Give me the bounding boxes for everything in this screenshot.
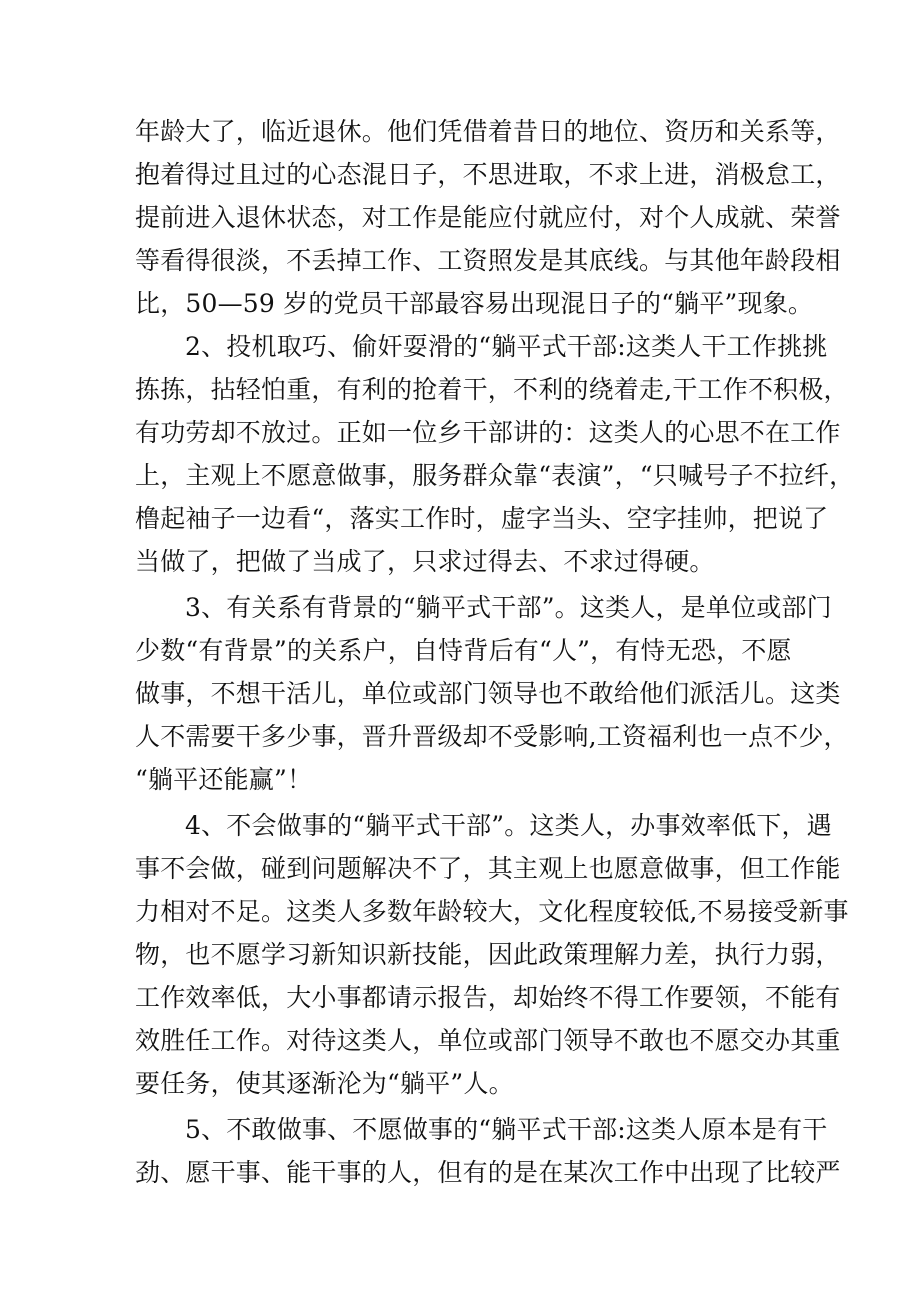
text-line: 橹起袖子一边看“，落实工作时，虚字当头、空字挂帅，把说了 bbox=[135, 504, 829, 533]
text-line: 有功劳却不放过。正如一位乡干部讲的：这类人的心思不在工作 bbox=[135, 418, 841, 447]
paragraph-first-line: 3、有关系有背景的“躺平式干部”。这类人，是单位或部门 bbox=[185, 593, 832, 622]
text-line: 物，也不愿学习新知识新技能，因此政策理解力差，执行力弱， bbox=[135, 940, 841, 969]
text-line: 要任务，使其逐渐沦为“躺平”人。 bbox=[135, 1069, 514, 1098]
text-line: “躺平还能赢”！ bbox=[135, 765, 313, 794]
text-line: 等看得很淡，不丢掉工作、工资照发是其底线。与其他年龄段相 bbox=[135, 246, 841, 275]
text-line: 比，50—59 岁的党员干部最容易出现混日子的“躺平”现象。 bbox=[135, 289, 814, 318]
text-line: 效胜任工作。对待这类人，单位或部门领导不敢也不愿交办其重 bbox=[135, 1026, 841, 1055]
text-line: 少数“有背景”的关系户，自恃背后有“人”，有恃无恐，不愿 bbox=[135, 636, 792, 665]
paragraph-first-line: 5、不敢做事、不愿做事的“躺平式干部:这类人原本是有干 bbox=[185, 1115, 828, 1144]
text-line: 人不需要干多少事，晋升晋级却不受影响,工资福利也一点不少， bbox=[135, 722, 849, 751]
text-line: 劲、愿干事、能干事的人，但有的是在某次工作中出现了比较严 bbox=[135, 1158, 841, 1187]
text-line: 事不会做，碰到问题解决不了，其主观上也愿意做事，但工作能 bbox=[135, 854, 841, 883]
text-line: 拣拣，拈轻怕重，有利的抢着干，不利的绕着走,干工作不积极， bbox=[135, 375, 849, 404]
text-line: 提前进入退休状态，对工作是能应付就应付，对个人成就、荣誉 bbox=[135, 203, 841, 232]
paragraph-first-line: 4、不会做事的“躺平式干部”。这类人，办事效率低下，遇 bbox=[185, 811, 832, 840]
paragraph-first-line: 2、投机取巧、偷奸耍滑的“躺平式干部:这类人干工作挑挑 bbox=[185, 332, 828, 361]
text-line: 力相对不足。这类人多数年龄较大，文化程度较低,不易接受新事 bbox=[135, 897, 849, 926]
text-line: 当做了，把做了当成了，只求过得去、不求过得硬。 bbox=[135, 547, 715, 576]
text-line: 抱着得过且过的心态混日子，不思进取，不求上进，消极怠工， bbox=[135, 160, 841, 189]
text-line: 做事，不想干活儿，单位或部门领导也不敢给他们派活儿。这类 bbox=[135, 679, 841, 708]
text-line: 工作效率低，大小事都请示报告，却始终不得工作要领，不能有 bbox=[135, 983, 841, 1012]
text-line: 上，主观上不愿意做事，服务群众靠“表演”，“只喊号子不拉纤， bbox=[135, 461, 855, 490]
text-line: 年龄大了，临近退休。他们凭借着昔日的地位、资历和关系等， bbox=[135, 117, 841, 146]
